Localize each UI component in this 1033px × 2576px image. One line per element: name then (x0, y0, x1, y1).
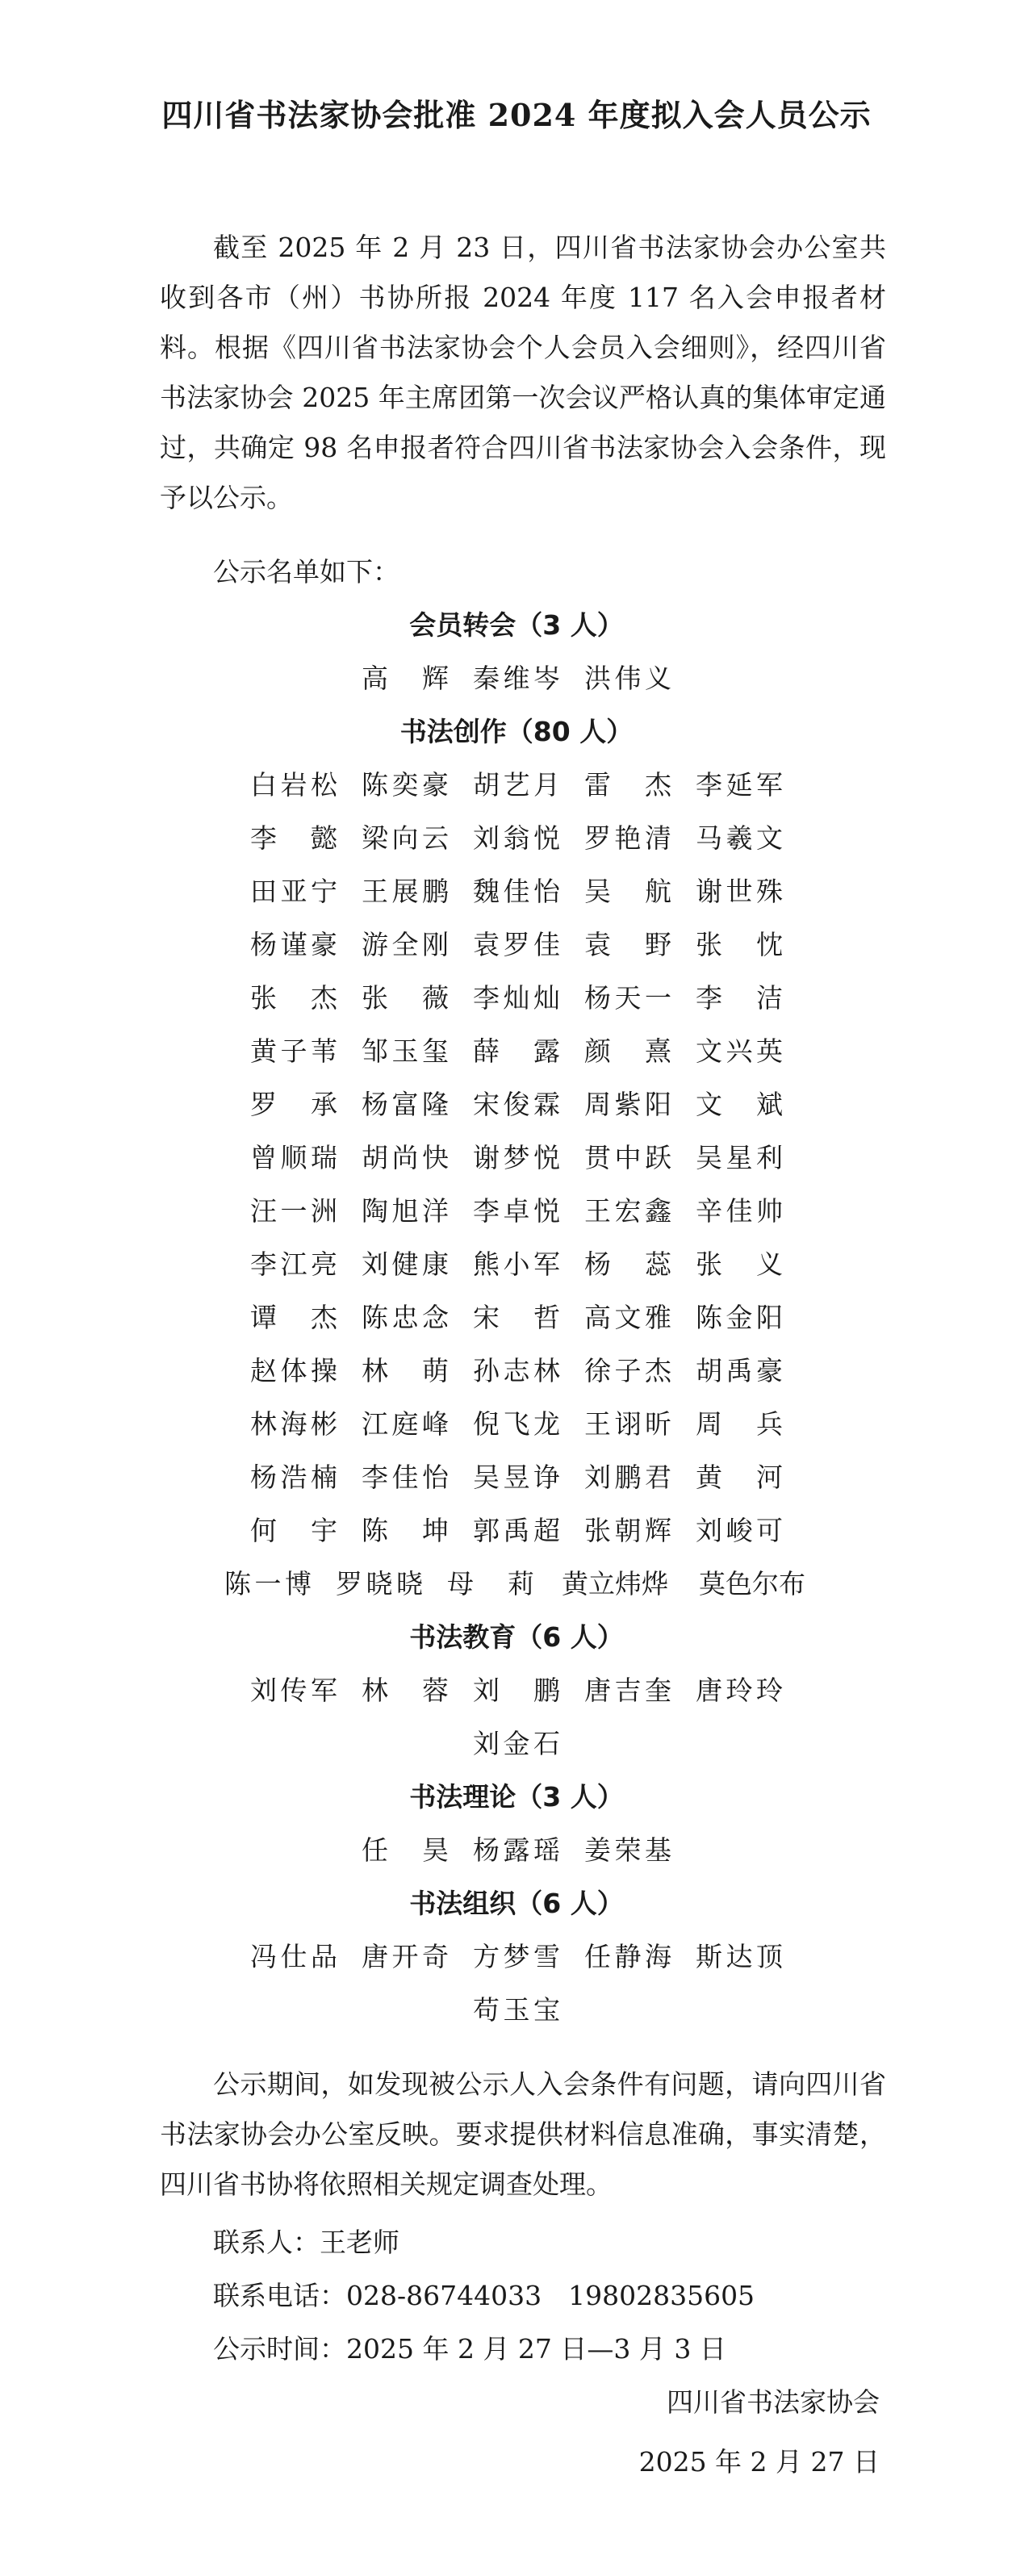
member-name: 陈金阳 (696, 1302, 783, 1333)
name-row (0, 1293, 1033, 1343)
member-name: 魏佳怡 (473, 876, 560, 907)
member-name: 张杰 (250, 982, 337, 1014)
member-name: 吴昱诤 (473, 1462, 560, 1493)
name-row (0, 1240, 1033, 1290)
member-name: 高文雅 (584, 1302, 671, 1333)
member-name: 黄河 (696, 1462, 783, 1493)
name-row (0, 1027, 1033, 1077)
member-name: 李江亮 (250, 1248, 337, 1280)
name-row (0, 1719, 1033, 1769)
member-name: 田亚宁 (250, 876, 337, 907)
member-name: 袁罗佳 (473, 929, 560, 960)
member-name: 贯中跃 (584, 1142, 671, 1173)
member-name: 方梦雪 (473, 1941, 560, 1972)
name-row (0, 1133, 1033, 1183)
name-row (0, 1080, 1033, 1130)
member-name: 文兴英 (696, 1035, 783, 1067)
member-name: 杨露瑶 (473, 1834, 560, 1866)
member-name: 胡尚快 (362, 1142, 449, 1173)
member-name: 徐子杰 (584, 1355, 671, 1386)
member-name: 刘鹏 (473, 1675, 560, 1706)
member-name: 曾顺瑞 (250, 1142, 337, 1173)
member-name: 宋俊霖 (473, 1089, 560, 1120)
member-name: 杨蕊 (584, 1248, 671, 1280)
member-name: 王展鹏 (362, 876, 449, 907)
name-row (0, 920, 1033, 970)
member-name: 周兵 (696, 1408, 783, 1440)
member-name: 张薇 (362, 982, 449, 1014)
name-row (0, 1506, 1033, 1556)
member-name: 刘翁悦 (473, 822, 560, 854)
member-name: 罗承 (250, 1089, 337, 1120)
member-name: 何宇 (250, 1515, 337, 1546)
name-row (0, 654, 1033, 704)
list-intro: 公示名单如下： (213, 556, 399, 588)
member-name: 汪一洲 (250, 1195, 337, 1227)
member-name: 秦维岑 (473, 663, 560, 694)
name-row (0, 1559, 1033, 1609)
member-name: 洪伟义 (584, 663, 671, 694)
member-name: 王宏鑫 (584, 1195, 671, 1227)
member-name: 吴航 (584, 876, 671, 907)
member-name: 马羲文 (696, 822, 783, 854)
member-name: 杨谨豪 (250, 929, 337, 960)
member-name: 李灿灿 (473, 982, 560, 1014)
section-heading: 书法组织（6 人） (409, 1888, 624, 1919)
member-name: 倪飞龙 (473, 1408, 560, 1440)
member-name: 罗晓晓 (336, 1568, 423, 1600)
member-name: 薛露 (473, 1035, 560, 1067)
member-name: 黄立炜烨 (562, 1568, 668, 1600)
member-name: 张忱 (696, 929, 783, 960)
signature-date: 2025 年 2 月 27 日 (638, 2446, 880, 2478)
signature-org: 四川省书法家协会 (667, 2386, 880, 2418)
member-name: 苟玉宝 (473, 1994, 560, 2026)
member-name: 张义 (696, 1248, 783, 1280)
member-name: 陈坤 (362, 1515, 449, 1546)
member-name: 姜荣基 (584, 1834, 671, 1866)
member-name: 辛佳帅 (696, 1195, 783, 1227)
member-name: 雷杰 (584, 769, 671, 801)
notice-period: 公示时间：2025 年 2 月 27 日—3 月 3 日 (213, 2333, 726, 2365)
section-heading: 书法创作（80 人） (399, 716, 634, 747)
member-name: 刘鹏君 (584, 1462, 671, 1493)
name-row (0, 813, 1033, 864)
member-name: 谢梦悦 (473, 1142, 560, 1173)
notice-paragraph: 公示期间，如发现被公示人入会条件有问题，请向四川省书法家协会办公室反映。要求提供材料信息准确，事实清楚，四川省书协将依照相关规定调查处理。 (160, 2068, 886, 2200)
name-row (0, 1186, 1033, 1236)
member-name: 邹玉玺 (362, 1035, 449, 1067)
member-name: 任昊 (362, 1834, 449, 1866)
name-row (0, 1399, 1033, 1449)
member-name: 刘峻可 (696, 1515, 783, 1546)
member-name: 熊小军 (473, 1248, 560, 1280)
member-name: 陈忠念 (362, 1302, 449, 1333)
contact-phone: 联系电话：028-86744033 19802835605 (213, 2280, 755, 2311)
name-row (0, 1932, 1033, 1982)
member-name: 李懿 (250, 822, 337, 854)
member-name: 白岩松 (250, 769, 337, 801)
member-name: 林萌 (362, 1355, 449, 1386)
contact-person: 联系人：王老师 (213, 2227, 399, 2258)
member-name: 林海彬 (250, 1408, 337, 1440)
member-name: 王诩昕 (584, 1408, 671, 1440)
member-name: 文斌 (696, 1089, 783, 1120)
member-name: 杨天一 (584, 982, 671, 1014)
member-name: 唐开奇 (362, 1941, 449, 1972)
name-row (0, 1825, 1033, 1876)
member-name: 刘健康 (362, 1248, 449, 1280)
member-name: 赵体操 (250, 1355, 337, 1386)
section-heading: 书法教育（6 人） (409, 1621, 624, 1653)
member-name: 陈一博 (224, 1568, 312, 1600)
member-name: 张朝辉 (584, 1515, 671, 1546)
member-name: 母莉 (447, 1568, 534, 1600)
member-name: 周紫阳 (584, 1089, 671, 1120)
member-name: 任静海 (584, 1941, 671, 1972)
member-name: 杨富隆 (362, 1089, 449, 1120)
section-heading: 会员转会（3 人） (409, 609, 624, 641)
member-name: 刘金石 (473, 1728, 560, 1759)
document-title: 四川省书法家协会批准 2024 年度拟入会人员公示 (161, 97, 872, 133)
member-name: 林蓉 (362, 1675, 449, 1706)
member-name: 高辉 (362, 663, 449, 694)
name-row (0, 1666, 1033, 1716)
member-name: 罗艳清 (584, 822, 671, 854)
member-name: 杨浩楠 (250, 1462, 337, 1493)
member-name: 梁向云 (362, 822, 449, 854)
member-name: 唐吉奎 (584, 1675, 671, 1706)
member-name: 吴星利 (696, 1142, 783, 1173)
member-name: 胡艺月 (473, 769, 560, 801)
section-heading: 书法理论（3 人） (409, 1781, 624, 1813)
name-row (0, 1346, 1033, 1396)
member-name: 李卓悦 (473, 1195, 560, 1227)
member-name: 胡禹豪 (696, 1355, 783, 1386)
member-name: 斯达顶 (696, 1941, 783, 1972)
member-name: 李洁 (696, 982, 783, 1014)
name-row (0, 1985, 1033, 2035)
member-name: 唐玲玲 (696, 1675, 783, 1706)
member-name: 莫色尔布 (699, 1568, 805, 1600)
intro-paragraph: 截至 2025 年 2 月 23 日，四川省书法家协会办公室共收到各市（州）书协所报 2024 年度 117 名入会申报者材料。根据《四川省书法家协会个人会员入会细则》，经四川省书法家协会 2025 年主席团第一次会议严格认真的集体审定通过，共确定 98 名申报者符合四川省书法家协会入会条件，现予以公示。 (160, 232, 886, 513)
member-name: 陈奕豪 (362, 769, 449, 801)
member-name: 李佳怡 (362, 1462, 449, 1493)
member-name: 谢世殊 (696, 876, 783, 907)
member-name: 颜熹 (584, 1035, 671, 1067)
member-name: 陶旭洋 (362, 1195, 449, 1227)
member-name: 黄子苇 (250, 1035, 337, 1067)
member-name: 冯仕品 (250, 1941, 337, 1972)
member-name: 刘传军 (250, 1675, 337, 1706)
member-name: 孙志林 (473, 1355, 560, 1386)
member-name: 袁野 (584, 929, 671, 960)
member-name: 谭杰 (250, 1302, 337, 1333)
member-name: 游全刚 (362, 929, 449, 960)
name-row (0, 867, 1033, 917)
member-name: 江庭峰 (362, 1408, 449, 1440)
member-name: 李延军 (696, 769, 783, 801)
member-name: 宋哲 (473, 1302, 560, 1333)
member-name: 郭禹超 (473, 1515, 560, 1546)
name-row (0, 1453, 1033, 1503)
name-row (0, 760, 1033, 810)
name-row (0, 973, 1033, 1023)
